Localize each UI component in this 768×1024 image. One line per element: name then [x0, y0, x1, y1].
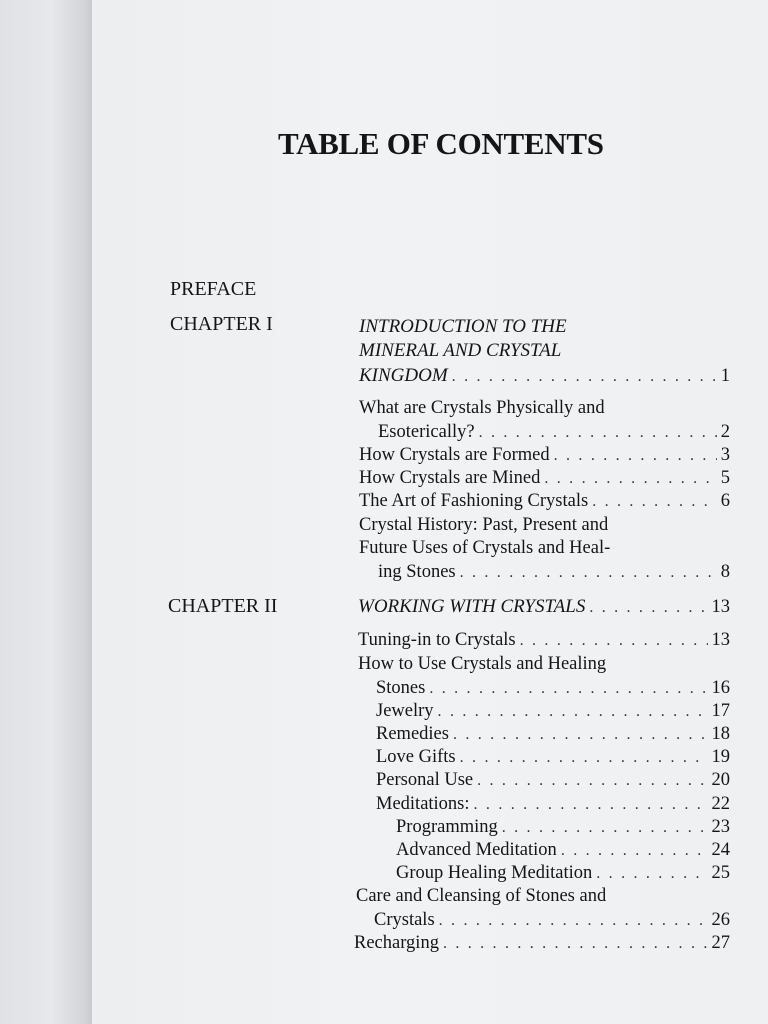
toc-entry-text: The Art of Fashioning Crystals — [359, 491, 589, 511]
toc-entry-text: Tuning-in to Crystals — [358, 630, 516, 650]
page-number: 13 — [711, 597, 730, 617]
toc-entry — [358, 595, 730, 619]
toc-entry-text: How Crystals are Formed — [359, 445, 550, 465]
toc-entry-text: Crystal History: Past, Present and — [359, 515, 609, 535]
chapter-2-title: WORKING WITH CRYSTALS — [358, 596, 586, 617]
chapter-2-label: CHAPTER II — [168, 595, 278, 617]
toc-entry-text: Love Gifts — [376, 747, 456, 767]
page-number: 8 — [720, 562, 730, 582]
toc-entry — [374, 909, 730, 932]
leader-dots — [453, 723, 708, 746]
page-number: 23 — [711, 817, 730, 837]
page-number: 16 — [711, 678, 730, 698]
page-number: 27 — [711, 933, 730, 953]
leader-dots — [477, 769, 707, 792]
toc-entry — [359, 364, 730, 388]
toc-entry — [358, 629, 730, 652]
toc-entry-text: How to Use Crystals and Healing — [358, 654, 607, 674]
leader-dots — [460, 746, 708, 769]
page-number: 2 — [720, 422, 730, 442]
leader-dots — [439, 909, 708, 932]
toc-entry-text: ing Stones — [378, 562, 456, 582]
toc-entry — [376, 769, 730, 792]
toc-entry-text: What are Crystals Physically and — [359, 398, 605, 418]
leader-dots — [502, 816, 708, 839]
toc-entry — [376, 746, 730, 769]
toc-entry — [376, 677, 730, 700]
toc-entry — [396, 816, 730, 839]
toc-entry — [354, 932, 730, 955]
leader-dots — [479, 421, 717, 444]
toc-entry — [376, 723, 730, 746]
toc-entry — [376, 700, 730, 723]
toc-entry-text: Meditations: — [376, 794, 470, 814]
leader-dots — [554, 444, 717, 467]
toc-entry-text: Stones — [376, 678, 426, 698]
toc-entry — [359, 444, 730, 467]
toc-entry-text: Esoterically? — [378, 422, 475, 442]
toc-entry-text: Care and Cleansing of Stones and — [356, 886, 607, 906]
leader-dots — [561, 839, 708, 862]
page-number: 22 — [711, 794, 730, 814]
page-number: 1 — [720, 366, 730, 386]
chapter-1-title-line: MINERAL AND CRYSTAL — [359, 340, 562, 361]
page-number: 20 — [711, 770, 730, 790]
page-number: 17 — [711, 701, 730, 721]
page-number: 5 — [720, 468, 730, 488]
leader-dots — [544, 467, 716, 490]
page-number: 13 — [711, 630, 730, 650]
page-number: 26 — [711, 910, 730, 930]
leader-dots — [429, 677, 707, 700]
toc-entry-text: Recharging — [354, 933, 439, 953]
chapter-1-title-line: INTRODUCTION TO THE — [359, 316, 567, 337]
toc-entry — [396, 839, 730, 862]
page-title: TABLE OF CONTENTS — [278, 126, 604, 161]
toc-entry-text: Remedies — [376, 724, 449, 744]
toc-entry-text: Personal Use — [376, 770, 474, 790]
toc-entry-text: Future Uses of Crystals and Heal- — [359, 538, 611, 558]
leader-dots — [474, 793, 708, 816]
leader-dots — [589, 596, 707, 619]
page-number: 24 — [711, 840, 730, 860]
toc-entry — [378, 561, 730, 584]
page-number: 6 — [720, 491, 730, 511]
page-number: 25 — [711, 863, 730, 883]
toc-entry — [396, 862, 730, 885]
leader-dots — [443, 932, 708, 955]
toc-entry-text: Jewelry — [376, 701, 434, 721]
toc-entry — [378, 421, 730, 444]
leader-dots — [452, 365, 717, 388]
leader-dots — [460, 561, 717, 584]
chapter-1-label: CHAPTER I — [170, 313, 273, 335]
toc-entry — [359, 467, 730, 490]
toc-entry — [376, 793, 730, 816]
preface-label: PREFACE — [170, 278, 257, 300]
leader-dots — [520, 629, 708, 652]
leader-dots — [592, 490, 717, 513]
page-number: 3 — [720, 445, 730, 465]
toc-entry-text: Crystals — [374, 910, 435, 930]
page-number: 19 — [711, 747, 730, 767]
toc-entry-text: Advanced Meditation — [396, 840, 557, 860]
page-number: 18 — [711, 724, 730, 744]
leader-dots — [596, 862, 707, 885]
chapter-1-title-line: KINGDOM — [359, 365, 448, 386]
toc-entry — [359, 490, 730, 513]
leader-dots — [438, 700, 708, 723]
toc-entry-text: Group Healing Meditation — [396, 863, 593, 883]
toc-entry-text: How Crystals are Mined — [359, 468, 541, 488]
toc-entry-text: Programming — [396, 817, 498, 837]
